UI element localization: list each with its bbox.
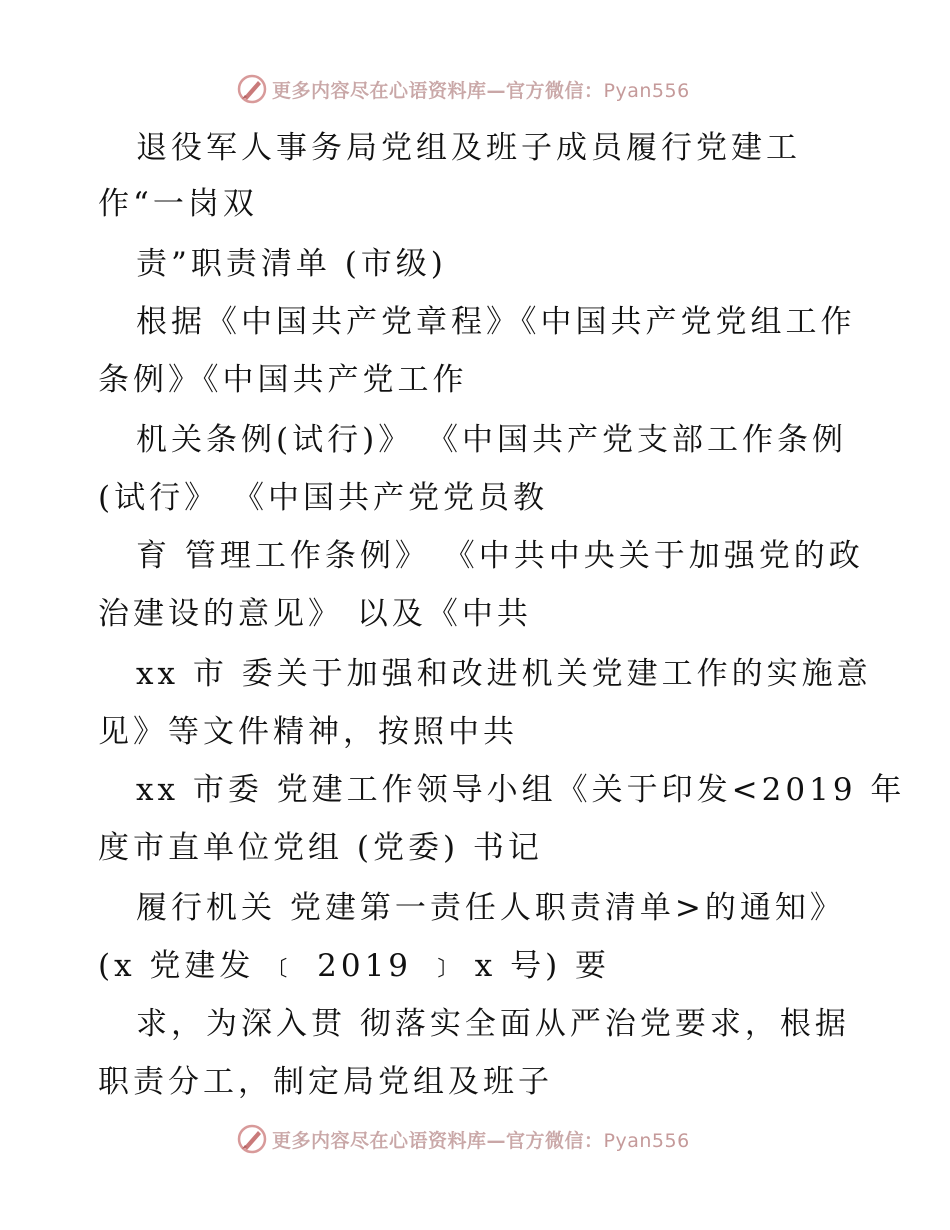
doc-line: (试行》 《中国共产党党员教 [98, 480, 548, 516]
doc-line: 求，为深入贯 彻落实全面从严治党要求，根据 [136, 1006, 850, 1042]
doc-line: 治建设的意见》 以及《中共 [98, 596, 532, 632]
doc-line: 根据《中国共产党章程》《中国共产党党组工作 [136, 304, 856, 340]
doc-line: 条例》《中国共产党工作 [98, 362, 468, 398]
doc-line: 职责分工，制定局党组及班子 [98, 1064, 553, 1100]
doc-line: 育 管理工作条例》 《中共中央关于加强党的政 [136, 538, 864, 574]
doc-line: 见》等文件精神，按照中共 [98, 714, 518, 750]
doc-line: 机关条例(试行)》 《中国共产党支部工作条例 [136, 422, 848, 458]
doc-line: xx 市委 党建工作领导小组《关于印发<2019 年 [136, 772, 906, 808]
quill-pen-logo-icon [236, 1123, 268, 1155]
doc-line: (x 党建发 ﹝ 2019 ﹞ x 号) 要 [98, 948, 611, 984]
watermark-text: 更多内容尽在心语资料库—官方微信：Pyan556 [272, 79, 690, 102]
doc-line: 退役军人事务局党组及班子成员履行党建工 [136, 130, 801, 166]
doc-line: 作“一岗双 [98, 186, 258, 222]
doc-line: 履行机关 党建第一责任人职责清单>的通知》 [136, 890, 845, 926]
doc-line: 度市直单位党组 (党委) 书记 [98, 830, 543, 866]
doc-line: 责”职责清单 (市级) [136, 246, 447, 282]
watermark-text: 更多内容尽在心语资料库—官方微信：Pyan556 [272, 1129, 690, 1152]
doc-line: xx 市 委关于加强和改进机关党建工作的实施意 [136, 656, 872, 692]
footer-watermark [236, 1122, 690, 1156]
